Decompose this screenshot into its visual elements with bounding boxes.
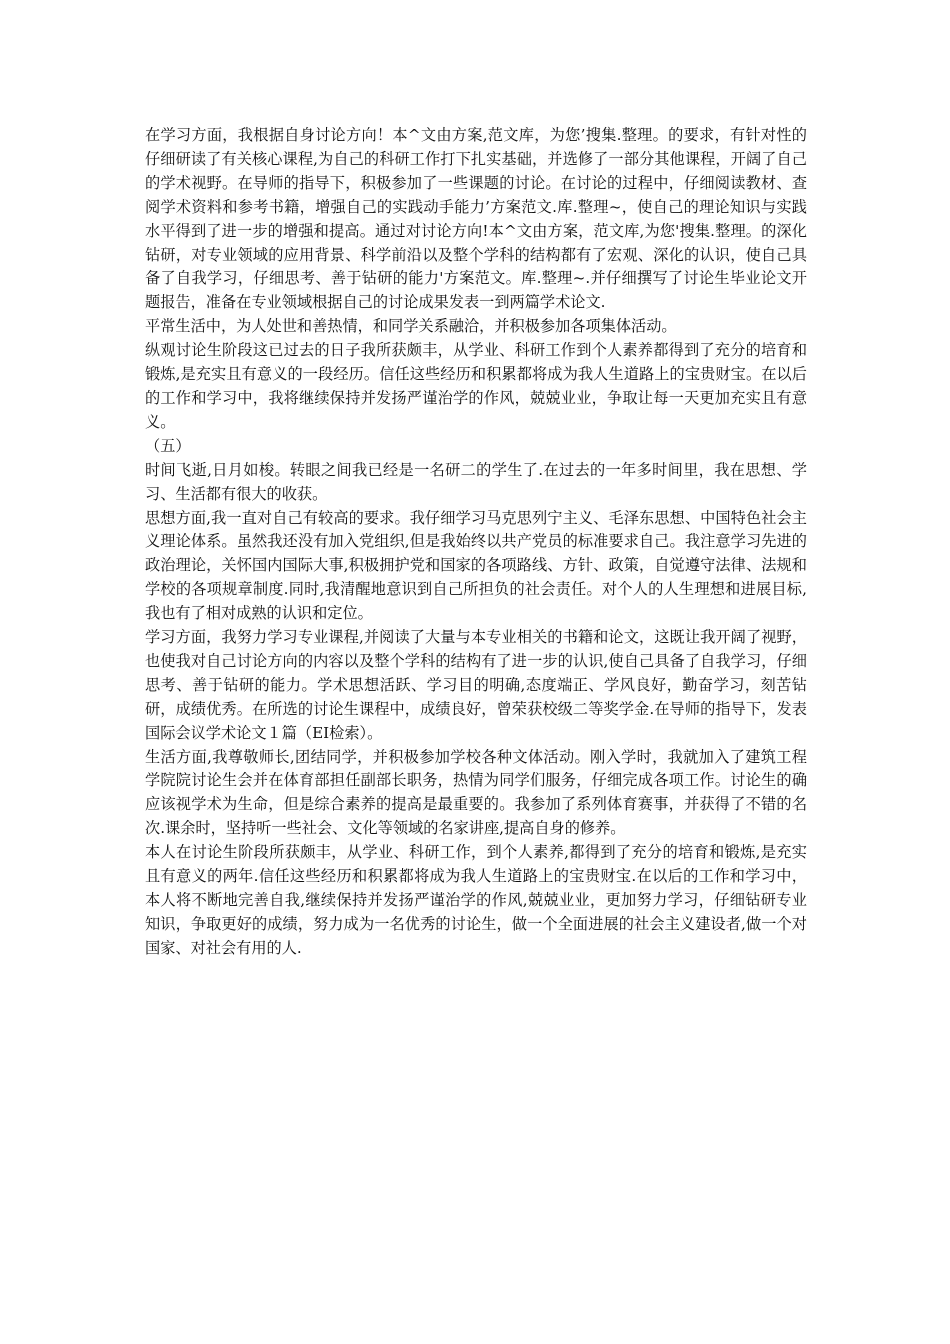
paragraph-summary: 纵观讨论生阶段这已过去的日子我所获颇丰，从学业、科研工作到个人素养都得到了充分的培育和锻炼,是充实且有意义的一段经历。信任这些经历和积累都将成为我人生道路上的宝贵财宝。在以后的工作和学习中，我将继续保持并发扬严谨治学的作风，兢兢业业，争取让每一天更加充实且有意义。 [145, 341, 807, 431]
section-heading-five: （五） [145, 436, 191, 455]
document-body [145, 124, 807, 961]
paragraph-research-study: 在学习方面，我根据自身讨论方向！本^文由方案,范文库，为您’搜集.整理。的要求，有针对性的仔细研读了有关核心课程,为自己的科研工作打下扎实基础，并选修了一部分其他课程，开阔了自己的学术视野。在导师的指导下，积极参加了一些课题的讨论。在讨论的过程中，仔细阅读教材、查阅学术资料和参考书籍，增强自己的实践动手能力’方案范文.库.整理~，使自己的理论知识与实践水平得到了进一步的增强和提高。通过对讨论方向!本^文由方案，范文库,为您'搜集.整理。的深化钻研，对专业领域的应用背景、科学前沿以及整个学科的结构都有了宏观、深化的认识，使自己具备了自我学习，仔细思考、善于钻研的能力'方案范文。库.整理~.并仔细撰写了讨论生毕业论文开题报告，准备在专业领域根据自己的讨论成果发表一到两篇学术论文. [145, 126, 807, 312]
paragraph-ideology: 思想方面,我一直对自己有较高的要求。我仔细学习马克思列宁主义、毛泽东思想、中国特色社会主义理论体系。虽然我还没有加入党组织,但是我始终以共产党员的标准要求自己。我注意学习先进的政治理论，关怀国内国际大事,积极拥护党和国家的各项路线、方针、政策，自觉遵守法律、法规和学校的各项规章制度.同时,我清醒地意识到自己所担负的社会责任。对个人的人生理想和进展目标,我也有了相对成熟的认识和定位。 [145, 508, 807, 623]
paragraph-daily-life: 平常生活中，为人处世和善热情，和同学关系融洽，并积极参加各项集体活动。 [145, 317, 677, 336]
paragraph-life: 生活方面,我尊敬师长,团结同学，并积极参加学校各种文体活动。刚入学时，我就加入了建筑工程学院院讨论生会并在体育部担任副部长职务，热情为同学们服务，仔细完成各项工作。讨论生的确应该视学术为生命，但是综合素养的提高是最重要的。我参加了系列体育赛事，并获得了不错的名次.课余时，坚持听一些社会、文化等领域的名家讲座,提高自身的修养。 [145, 747, 807, 838]
paragraph-time-flies: 时间飞逝,日月如梭。转眼之间我已经是一名研二的学生了.在过去的一年多时间里，我在思想、学习、生活都有很大的收获。 [145, 460, 807, 503]
paragraph-conclusion: 本人在讨论生阶段所获颇丰，从学业、科研工作，到个人素养,都得到了充分的培育和锻炼,是充实且有意义的两年.信任这些经历和积累都将成为我人生道路上的宝贵财宝.在以后的工作和学习中，本人将不断地完善自我,继续保持并发扬严谨治学的作风,兢兢业业，更加努力学习，仔细钻研专业知识，争取更好的成绩，努力成为一名优秀的讨论生，做一个全面进展的社会主义建设者,做一个对国家、对社会有用的人. [145, 843, 807, 957]
paragraph-study: 学习方面，我努力学习专业课程,并阅读了大量与本专业相关的书籍和论文，这既让我开阔了视野，也使我对自己讨论方向的内容以及整个学科的结构有了进一步的认识,使自己具备了自我学习，仔细思考、善于钻研的能力。学术思想活跃、学习目的明确,态度端正、学风良好，勤奋学习，刻苦钻研，成绩优秀。在所选的讨论生课程中，成绩良好，曾荣获校级二等奖学金.在导师的指导下，发表国际会议学术论文１篇（EI检索）。 [145, 628, 807, 742]
